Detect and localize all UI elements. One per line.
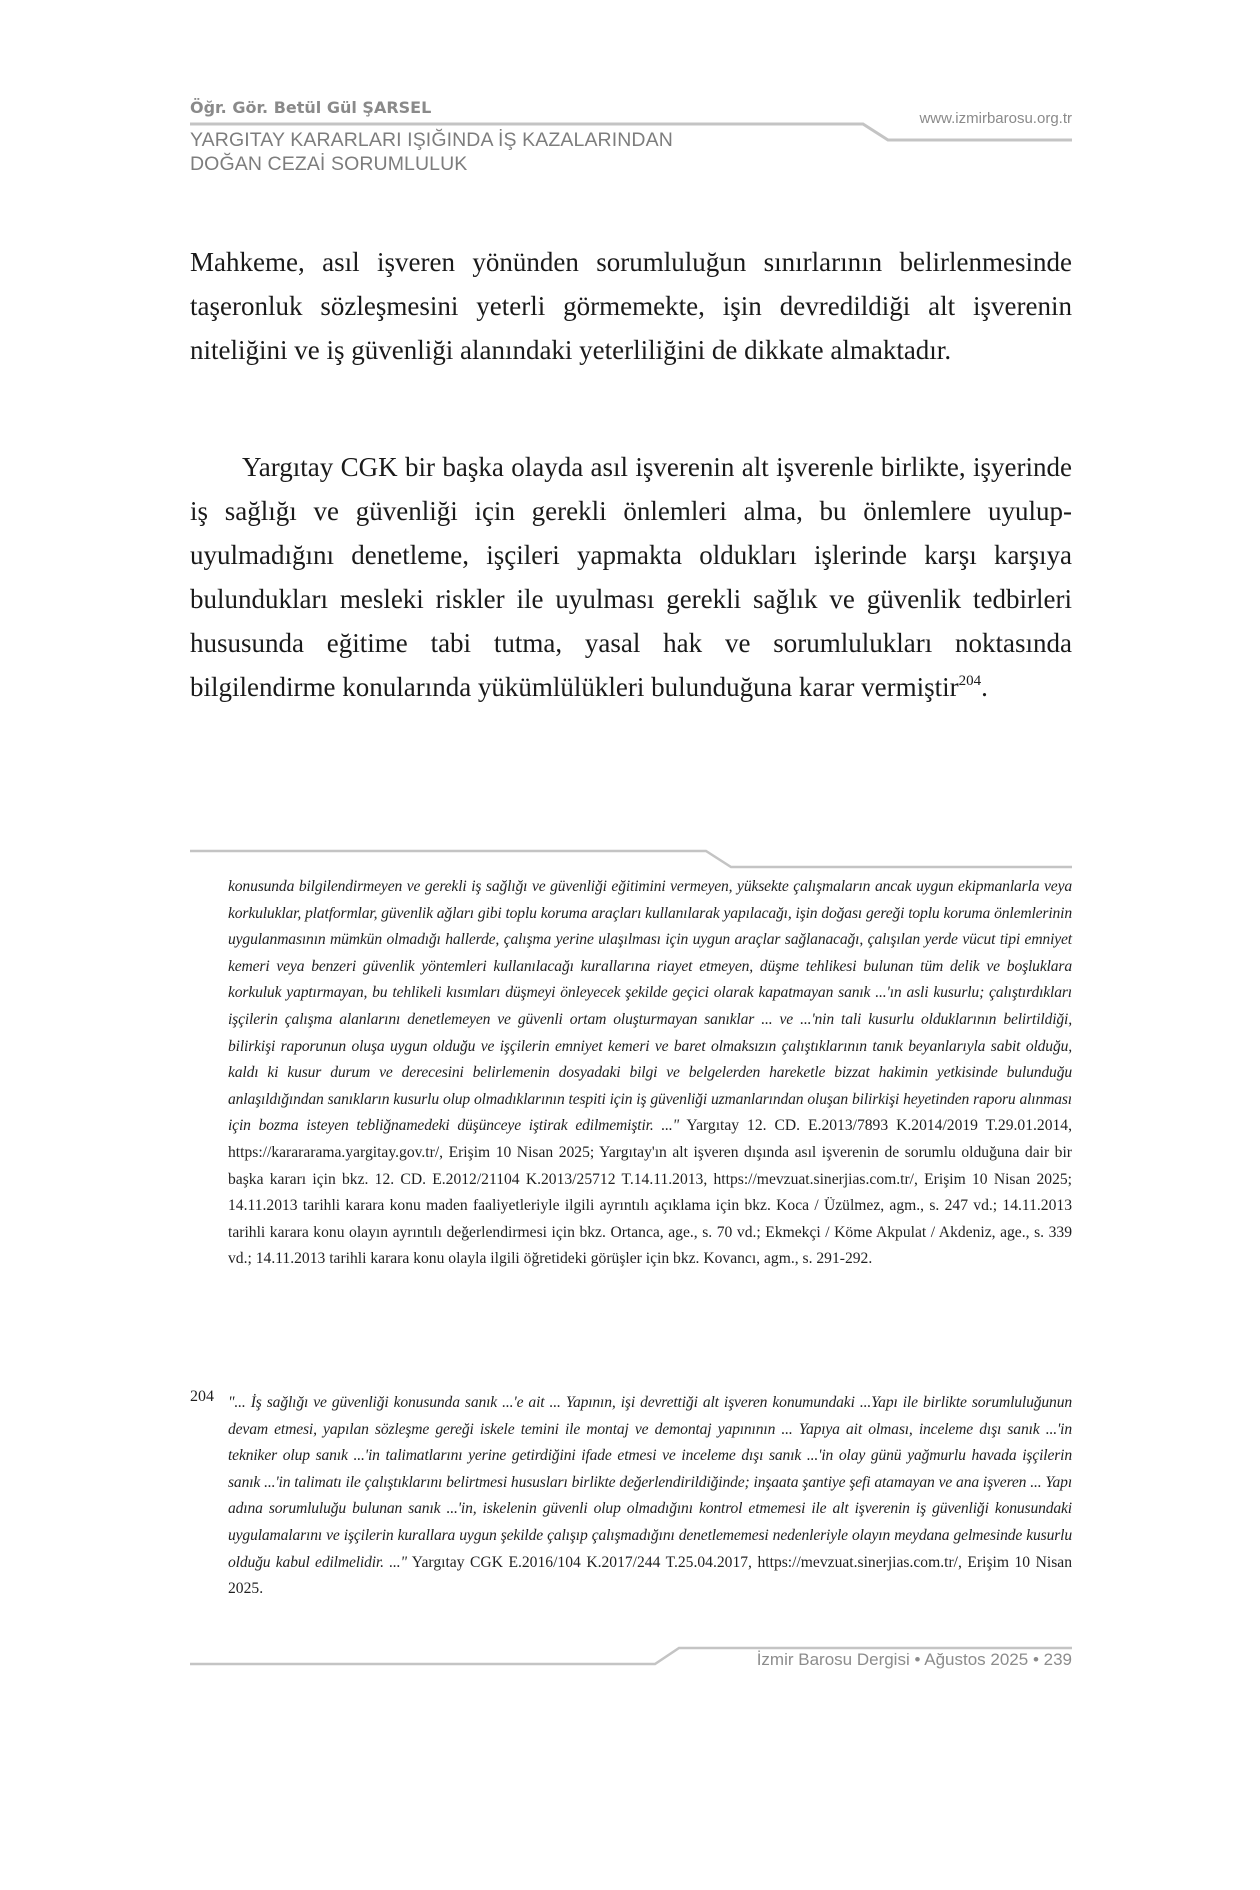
footer-journal-name: İzmir Barosu Dergisi [756, 1650, 910, 1669]
body-paragraph-1: Mahkeme, asıl işveren yönünden sorumluluğun sınırlarının belirlenmesinde taşeronluk sözleşmesini yeterli görmemekte, işin devredildiği alt işverenin niteliğini ve iş güvenliği alanındaki yeterliliğini de dikkate almaktadır. [190, 247, 1072, 365]
footnote-203-citation: Yargıtay 12. CD. E.2013/7893 K.2014/2019 T.29.01.2014, https://karararama.yargitay.gov.tr/, Erişim 10 Nisan 2025; Yargıtay'ın alt işveren dışında asıl işverenin de sorumlu olduğuna dair bir başka kararı için bkz. 12. CD. E.2012/21104 K.2013/25712 T.14.11.2013, https://mevzuat.sinerjias.com.tr/, Erişim 10 Nisan 2025; 14.11.2013 tarihli karara konu maden faaliyetleriyle ilgili ayrıntılı açıklama için bkz. Koca / Üzülmez, agm., s. 247 vd.; 14.11.2013 tarihli karara konu olayın ayrıntılı değerlendirmesi için bkz. Ortanca, age., s. 70 vd.; Ekmekçi / Köme Akpulat / Akdeniz, age., s. 339 vd.; 14.11.2013 tarihli karara konu olayla ilgili öğretideki görüşler için bkz. Kovancı, agm., s. 291-292. [228, 1117, 1072, 1268]
footnote-reference-204[interactable]: 204 [958, 673, 982, 689]
footnote-203-quote: konusunda bilgilendirmeyen ve gerekli iş sağlığı ve güvenliği eğitimini vermeyen, yüksekte çalışmaların ancak uygun ekipmanlarla veya korkuluklar, platformlar, güvenlik ağları gibi toplu koruma araçları kullanılarak yapılacağı, işin doğası gereği toplu koruma önlemlerinin uygulanmasının mümkün olmadığı hallerde, çalışma yerine ulaşılması için uygun araçlar sağlanacağı, çalışılan yerde vücut tipi emniyet kemeri veya benzeri güvenlik yöntemleri kullanılacağı kurallarına riayet etmeyen, düşme tehlikesi bulunan tüm delik ve boşluklara korkuluk yaptırmayan, bu tehlikeli kısımları düşmeyi önleyecek şekilde geçici olarak kapatmayan sanık ...'ın asli kusurlu; çalıştırdıkları işçilerin çalışma alanlarını denetlemeyen ve güvenli ortam oluşturmayan sanıklar ... ve ...'nin tali kusurlu olduklarının belirtildiği, bilirkişi raporunun oluşa uygun olduğu ve işçilerin emniyet kemeri ve baret olmaksızın çalıştıklarının tanık beyanlarıyla sabit olduğu, kaldı ki kusur durum ve derecesini belirlemenin dosyadaki bilgi ve belgelerden hareketle bizzat hakimin yetkisinde bulunduğu anlaşıldığından sanıkların kusurlu olup olmadıklarının tespiti için iş güvenliği uzmanlarından oluşan bilirkişi heyetinden raporu alınması için bozma isteyen tebliğnamedeki düşünceye iştirak edilmemiştir. ..." [228, 878, 1072, 1135]
footnote-204 [228, 1390, 1072, 1603]
running-header-author: Öğr. Gör. Betül Gül ŞARSEL [190, 98, 432, 117]
body-paragraph-2 [190, 445, 1072, 709]
running-header-title-line1: YARGITAY KARARLARI IŞIĞINDA İŞ KAZALARINDAN [190, 129, 673, 151]
footnote-204-number: 204 [190, 1388, 214, 1405]
header-website-link[interactable]: www.izmirbarosu.org.tr [919, 110, 1072, 127]
footnote-204-citation: Yargıtay CGK E.2016/104 K.2017/244 T.25.04.2017, https://mevzuat.sinerjias.com.tr/, Erişim 10 Nisan 2025. [228, 1553, 1072, 1598]
footer-separator: • [914, 1650, 921, 1669]
footnote-203-continued [228, 874, 1072, 1273]
page-footer [680, 1650, 1072, 1670]
footer-issue-date: Ağustos 2025 [924, 1650, 1029, 1669]
running-header-title-line2: DOĞAN CEZAİ SORUMLULUK [190, 153, 468, 175]
running-header-title [190, 128, 673, 176]
footnote-separator-rule [190, 851, 1072, 867]
footnote-204-quote: "... İş sağlığı ve güvenliği konusunda sanık ...'e ait ... Yapının, işi devrettiği alt işveren konumundaki ...Yapı ile birlikte sorumluluğunun devam etmesi, yapılan sözleşme gereği iskele temini ile montaj ve demontaj yapınının ... Yapıya ait olması, inceleme dışı sanık ...'in tekniker olup sanık ...'in talimatlarını yerine getirdiğini ifade etmesi ve inceleme dışı sanık ...'in olay günü yağmurlu havada işçilerin sanık ...'in talimatı ile çalıştıklarını belirtmesi hususları birlikte değerlendirildiğinde; inşaata şantiye şefi atamayan ve ana işveren ... Yapı adına sorumluluğu bulunan sanık ...'in, iskelenin güvenli olup olmadığını kontrol etmemesi ile alt işverenin iş güvenliği konusundaki uygulamalarını ve işçilerin kurallara uygun şekilde çalışıp çalışmadığını denetlememesi nedenleriyle olayın meydana gelmesinde kusurlu olduğu kabul edilmelidir. ..." [228, 1394, 1072, 1571]
body-paragraph-2-text: Yargıtay CGK bir başka olayda asıl işverenin alt işverenle birlikte, işyerinde iş sağlığı ve güvenliği için gerekli önlemleri alma, bu önlemlere uyulup-uyulmadığını denetleme, işçileri yapmakta oldukları işlerinde karşı karşıya bulundukları mesleki riskler ile uyulması gerekli sağlık ve güvenlik tedbirleri hususunda eğitime tabi tutma, yasal hak ve sorumlulukları noktasında bilgilendirme konularında yükümlülükleri bulunduğuna karar vermiştir [190, 452, 1072, 702]
body-paragraph-2-end: . [981, 672, 988, 702]
footer-separator: • [1032, 1650, 1039, 1669]
page-number: 239 [1043, 1650, 1072, 1669]
